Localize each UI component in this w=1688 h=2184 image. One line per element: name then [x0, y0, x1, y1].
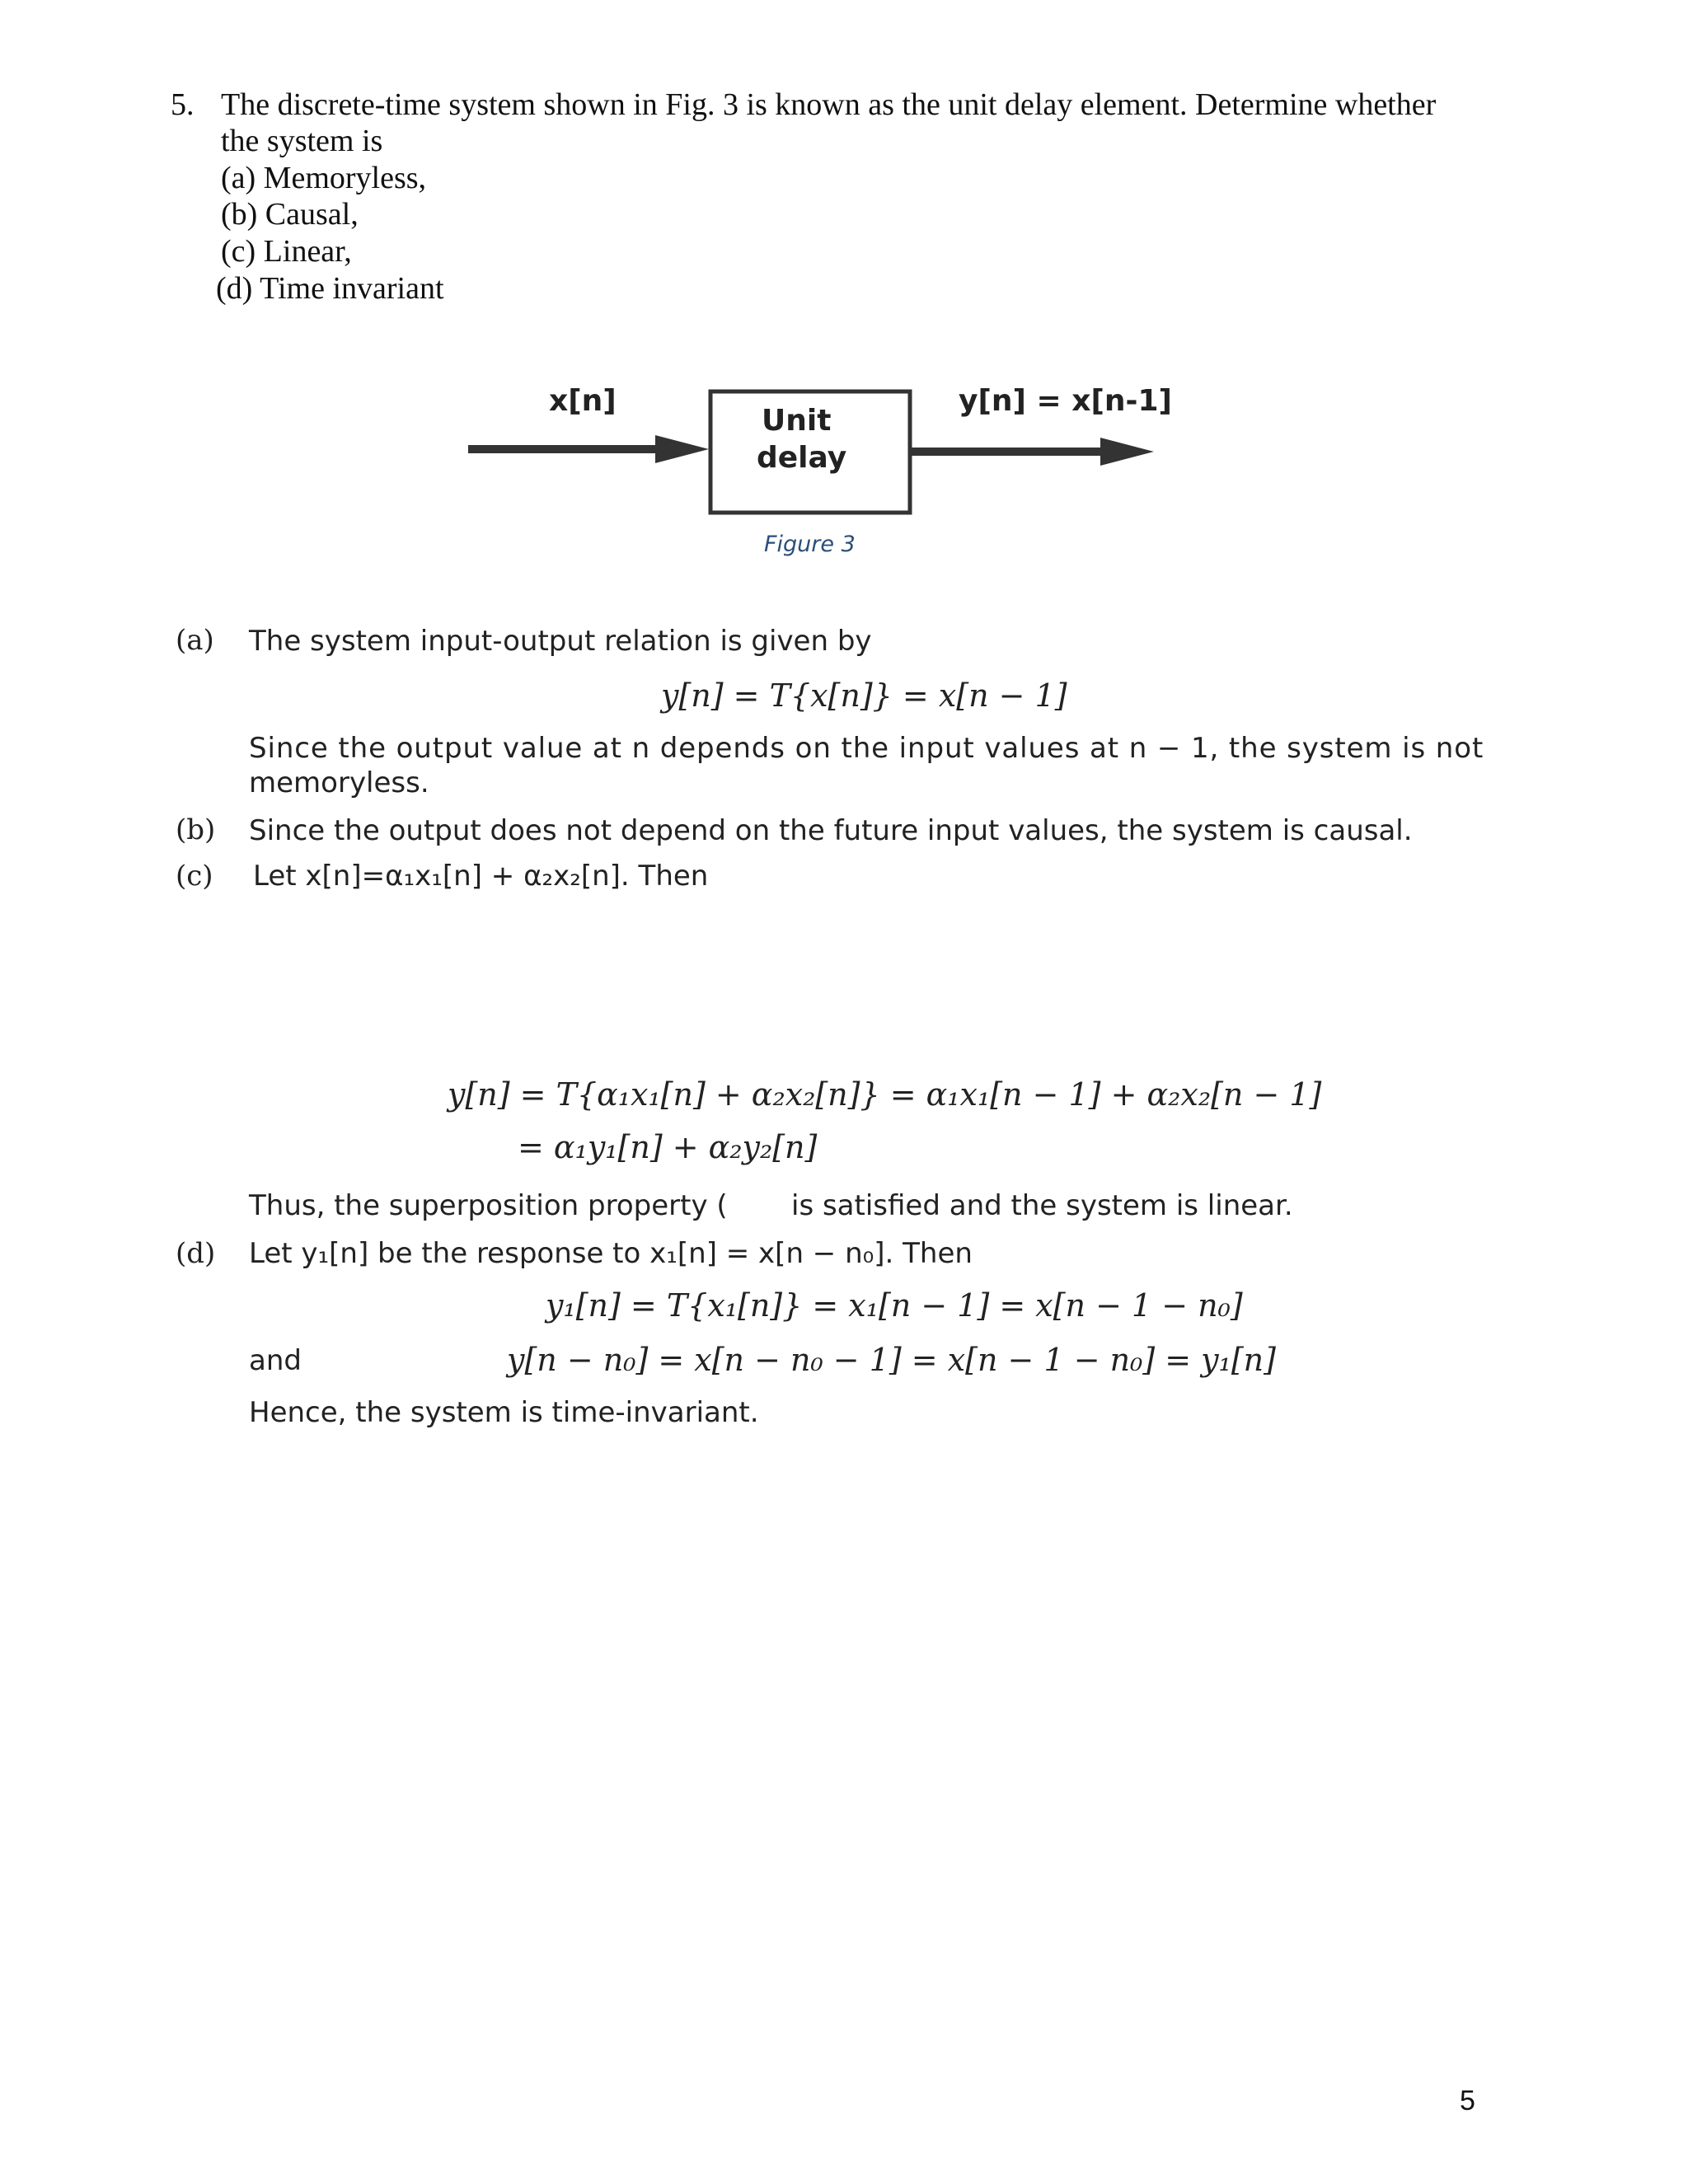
solution-d-label: (d) [176, 1237, 216, 1270]
option-d: (d) Time invariant [216, 271, 444, 306]
solution-a-label: (a) [176, 624, 214, 657]
solution-c-label: (c) [176, 860, 213, 893]
solution-c-eq-line1: y[n] = T{α₁x₁[n] + α₂x₂[n]} = α₁x₁[n − 1] + α₂x₂[n − 1] [448, 1076, 1322, 1113]
solution-a-equation: y[n] = T{x[n]} = x[n − 1] [661, 677, 1067, 714]
question-text-line2: the system is [221, 124, 383, 158]
solution-b-label: (b) [176, 813, 216, 846]
solution-d-conclusion: Hence, the system is time-invariant. [249, 1396, 759, 1429]
input-arrow-head [655, 435, 709, 463]
option-b: (b) Causal, [221, 197, 359, 232]
block-label-line2: delay [757, 441, 847, 475]
option-a: (a) Memoryless, [221, 161, 427, 195]
solution-b-text: Since the output does not depend on the future input values, the system is causal. [249, 814, 1413, 847]
solution-c-conclusion-left: Thus, the superposition property ( [249, 1189, 728, 1222]
option-c: (c) Linear, [221, 234, 352, 269]
solution-d-and-label: and [249, 1344, 302, 1377]
block-label-line1: Unit [762, 404, 832, 438]
question-text-line1: The discrete-time system shown in Fig. 3 is known as the unit delay element. Determine whether [221, 87, 1437, 122]
solution-a-intro: The system input-output relation is given by [249, 625, 872, 658]
figure-caption: Figure 3 [764, 532, 856, 557]
solution-a-explain-line2: memoryless. [249, 766, 429, 799]
solution-d-eq-line1: y₁[n] = T{x₁[n]} = x₁[n − 1] = x[n − 1 − n₀] [546, 1287, 1243, 1324]
solution-c-intro: Let x[n]=α₁x₁[n] + α₂x₂[n]. Then [253, 860, 709, 893]
solution-d-intro: Let y₁[n] be the response to x₁[n] = x[n − n₀]. Then [249, 1237, 973, 1270]
solution-a-explain-line1: Since the output value at n depends on the input values at n − 1, the system is not [249, 732, 1484, 765]
solution-c-eq-line2: = α₁y₁[n] + α₂y₂[n] [518, 1129, 818, 1165]
output-label: y[n] = x[n-1] [959, 384, 1172, 418]
solution-d-eq-line2: y[n − n₀] = x[n − n₀ − 1] = x[n − 1 − n₀] = y₁[n] [507, 1342, 1276, 1378]
page-number: 5 [1460, 2085, 1475, 2116]
output-arrow-head [1100, 438, 1154, 466]
input-label: x[n] [549, 384, 617, 418]
solution-c-conclusion-right: is satisfied and the system is linear. [791, 1189, 1293, 1222]
question-number: 5. [171, 87, 195, 122]
